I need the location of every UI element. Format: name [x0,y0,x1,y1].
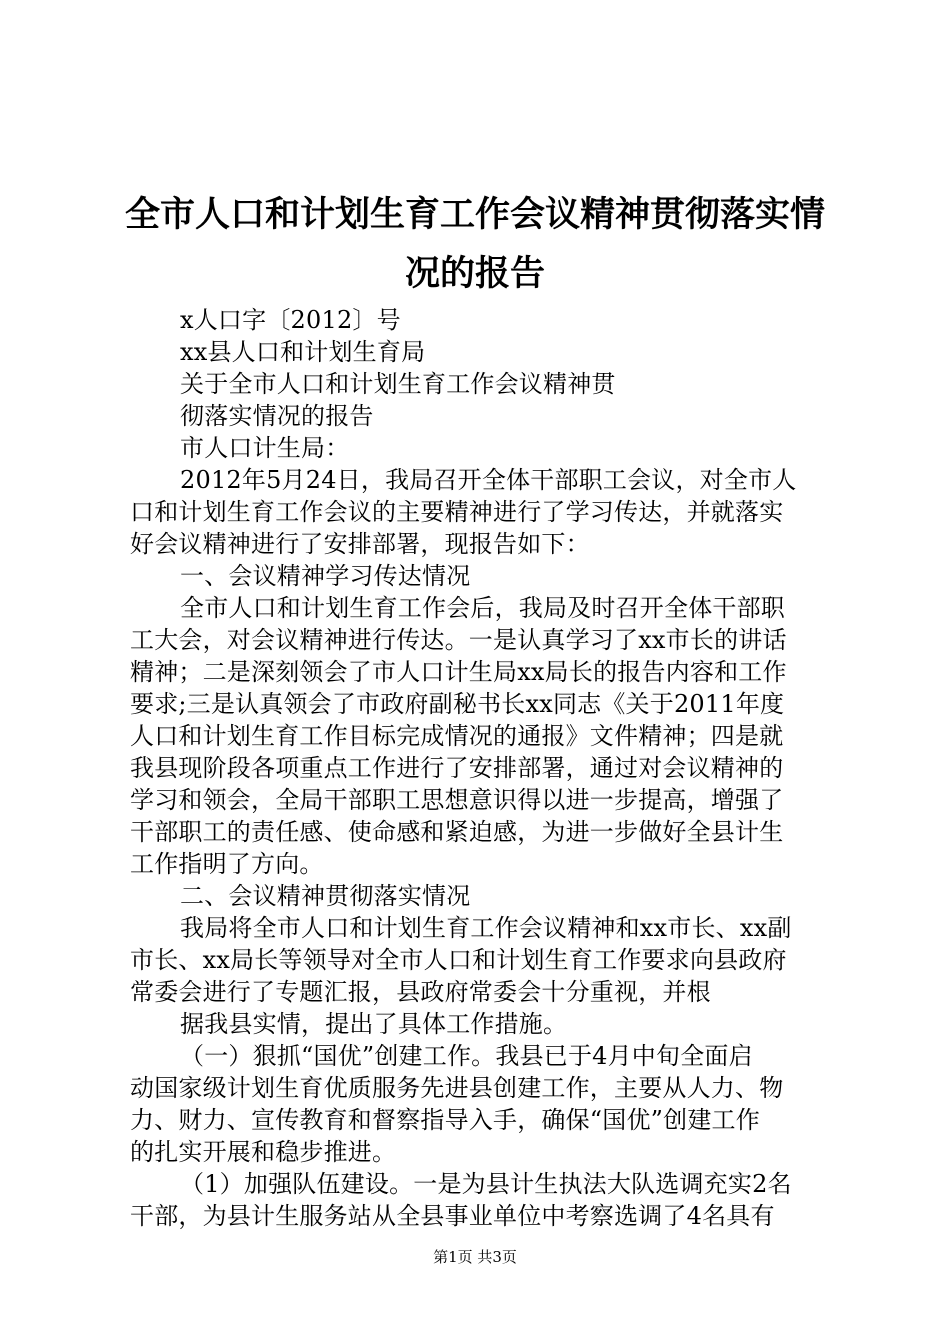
report-heading-line-1: 关于全市人口和计划生育工作会议精神贯 [180,370,616,398]
recipient: 市人口计生局： [180,434,350,462]
body-line: 力、财力、宣传教育和督察指导入手，确保“国优”创建工作 [130,1106,760,1134]
body-line: 我局将全市人口和计划生育工作会议精神和xx市长、xx副 [180,914,792,942]
body-line: 工作指明了方向。 [130,850,324,878]
body-line: 全市人口和计划生育工作会后，我局及时召开全体干部职 [180,594,785,622]
body-line: 据我县实情，提出了具体工作措施。 [180,1010,568,1038]
body-line: 动国家级计划生育优质服务先进县创建工作，主要从人力、物 [130,1074,784,1102]
body-line: 工大会，对会议精神进行传达。一是认真学习了xx市长的讲话 [130,626,787,654]
body-line: 2012年5月24日，我局召开全体干部职工会议，对全市人 [180,466,797,494]
body-line: 要求;三是认真领会了市政府副秘书长xx同志《关于2011年度 [130,690,785,718]
body-line: 我县现阶段各项重点工作进行了安排部署，通过对会议精神的 [130,754,784,782]
body-line: 学习和领会，全局干部职工思想意识得以进一步提高，增强了 [130,786,784,814]
body-line: 精神；二是深刻领会了市人口计生局xx局长的报告内容和工作 [130,658,787,686]
page-footer: 第1页 共3页 [433,1248,517,1266]
body-line: 常委会进行了专题汇报，县政府常委会十分重视，并根 [130,978,711,1006]
section-heading-1: 一、会议精神学习传达情况 [180,562,471,590]
report-heading-line-2: 彻落实情况的报告 [180,402,374,430]
body-line: 干部职工的责任感、使命感和紧迫感，为进一步做好全县计生 [130,818,784,846]
body-line: （1）加强队伍建设。一是为县计生执法大队选调充实2名 [180,1170,792,1198]
document-title-line-1: 全市人口和计划生育工作会议精神贯彻落实情 [124,195,825,235]
body-line: （一）狠抓“国优”创建工作。我县已于4月中旬全面启 [180,1042,753,1070]
document-title-line-2: 况的报告 [404,254,545,294]
body-line: 口和计划生育工作会议的主要精神进行了学习传达，并就落实 [130,498,784,526]
body-line: 的扎实开展和稳步推进。 [130,1138,397,1166]
document-number: x人口字〔2012〕号 [180,306,401,334]
body-line: 好会议精神进行了安排部署，现报告如下： [130,530,590,558]
section-heading-2: 二、会议精神贯彻落实情况 [180,882,471,910]
issuing-agency: xx县人口和计划生育局 [180,338,426,366]
body-line: 市长、xx局长等领导对全市人口和计划生育工作要求向县政府 [130,946,787,974]
body-line: 人口和计划生育工作目标完成情况的通报》文件精神；四是就 [130,722,784,750]
body-line: 干部，为县计生服务站从全县事业单位中考察选调了4名具有 [130,1202,775,1230]
